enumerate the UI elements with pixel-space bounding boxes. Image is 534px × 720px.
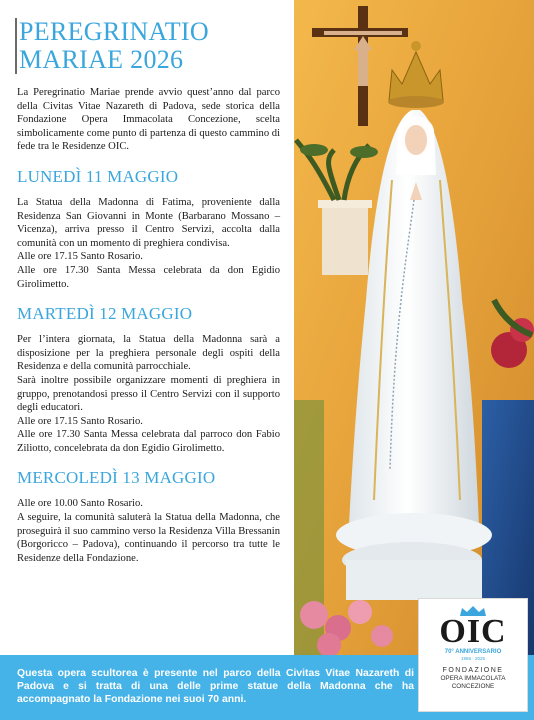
day-section-tuesday: [17, 304, 280, 455]
logo-foundation-line: CONCEZIONE: [451, 683, 495, 690]
day-heading: MERCOLEDÌ 13 MAGGIO: [17, 468, 216, 488]
day-paragraph: Alle ore 10.00 Santo Rosario.: [17, 498, 143, 510]
day-paragraph: Per l’intera giornata, la Statua della Madonna sarà a disposizione per la preghiera personale degli ospiti della Residenza e della comunità parrocchiale.: [17, 334, 280, 373]
logo-foundation-line: OPERA IMMACOLATA: [440, 675, 506, 682]
logo-foundation-line: FONDAZIONE: [442, 667, 504, 674]
intro-paragraph: La Peregrinatio Mariae prende avvio quest’anno dal parco della Civitas Vitae Nazareth di Padova, sede storica della Fondazione Opera Immacolata Concezione, scelta simbolicamente come punto di partenza di questo cammino di fede tra le Residenze OIC.: [17, 87, 281, 153]
footer-text: Questa opera scultorea è presente nel parco della Civitas Vitae Nazareth di Padova e si tratta di una delle prime statue della Madonna che ha accompagnato la Fondazione nei suoi 70 anni.: [17, 668, 414, 705]
logo-years: 1955 · 2025: [460, 656, 486, 661]
title-line-1: PEREGRINATIO: [19, 17, 209, 46]
day-paragraph: Alle ore 17.15 Santo Rosario.: [17, 415, 143, 427]
day-section-monday: [17, 167, 280, 291]
day-heading: MARTEDÌ 12 MAGGIO: [17, 304, 193, 324]
title-line-2: MARIAE 2026: [19, 45, 184, 74]
day-paragraph: A seguire, la comunità saluterà la Statua della Madonna, che proseguirà il suo cammino verso la Residenza Villa Bressanin (Borgoricco – Padova), continuando il percorso tra tutte le Residenze della Fondazione.: [17, 512, 280, 564]
day-heading: LUNEDÌ 11 MAGGIO: [17, 166, 179, 186]
day-section-wednesday: [17, 468, 280, 565]
day-paragraph: La Statua della Madonna di Fatima, proveniente dalla Residenza San Giovanni in Monte (Barbarano Mossano – Vicenza), arriva presso il Centro Servizi, accolta dalla comunità con un momento di preghiera condivisa.: [17, 196, 280, 249]
statue-photo: [294, 0, 534, 655]
logo-anniversary: 70° ANNIVERSARIO: [444, 649, 502, 655]
day-paragraph: Alle ore 17.15 Santo Rosario.: [17, 251, 143, 263]
oic-logo: [418, 598, 528, 712]
day-paragraph: Alle ore 17.30 Santa Messa celebrata dal parroco don Fabio Ziliotto, concelebrata da don Egidio Girolimetto.: [17, 429, 280, 454]
logo-letters: OIC: [439, 613, 507, 650]
day-paragraph: Sarà inoltre possibile organizzare momenti di preghiera in gruppo, prenotandosi presso il Centro Servizi con il supporto degli educatori.: [17, 374, 280, 414]
page-title: [15, 18, 280, 74]
day-paragraph: Alle ore 17.30 Santa Messa celebrata da don Egidio Girolimetto.: [17, 264, 280, 290]
